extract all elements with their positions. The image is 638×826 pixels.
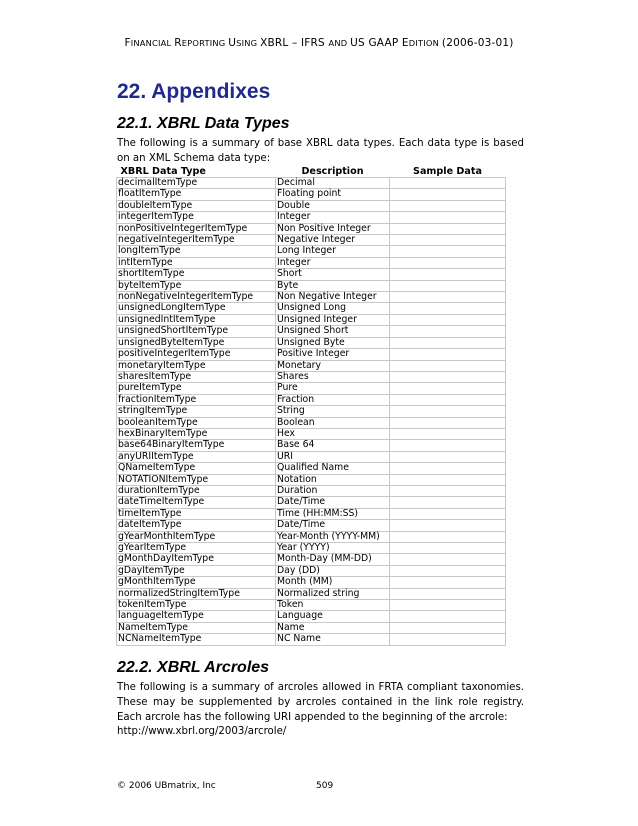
- cell-type: NOTATIONItemType: [117, 474, 276, 485]
- table-row: [117, 383, 506, 394]
- cell-type: decimalItemType: [117, 178, 276, 189]
- table-row: [117, 474, 506, 485]
- table-row: [117, 314, 506, 325]
- cell-sample: [390, 611, 506, 622]
- data-types-table: [116, 165, 506, 646]
- cell-description: Double: [276, 200, 390, 211]
- arcrole-base-uri: http://www.xbrl.org/2003/arcrole/: [117, 726, 287, 737]
- cell-description: Unsigned Long: [276, 303, 390, 314]
- cell-description: Decimal: [276, 178, 390, 189]
- cell-sample: [390, 600, 506, 611]
- cell-sample: [390, 326, 506, 337]
- cell-type: byteItemType: [117, 280, 276, 291]
- cell-type: gYearMonthItemType: [117, 531, 276, 542]
- cell-type: pureItemType: [117, 383, 276, 394]
- table-row: [117, 565, 506, 576]
- table-row: [117, 292, 506, 303]
- table-header-row: [117, 165, 506, 178]
- table-row: [117, 497, 506, 508]
- cell-description: Year (YYYY): [276, 543, 390, 554]
- table-row: [117, 246, 506, 257]
- section-intro-arcroles: The following is a summary of arcroles allowed in FRTA compliant taxonomies. These may be supplemented by arcroles contained in the link role registry. Each arcrole has the following URI appended to the beginning of the arcrole:: [117, 682, 524, 723]
- cell-sample: [390, 428, 506, 439]
- cell-description: Year-Month (YYYY-MM): [276, 531, 390, 542]
- cell-sample: [390, 417, 506, 428]
- table-row: [117, 326, 506, 337]
- cell-sample: [390, 565, 506, 576]
- footer-copyright: © 2006 UBmatrix, Inc: [117, 781, 216, 791]
- cell-description: Long Integer: [276, 246, 390, 257]
- cell-sample: [390, 280, 506, 291]
- cell-type: base64BinaryItemType: [117, 440, 276, 451]
- cell-description: Boolean: [276, 417, 390, 428]
- header-text-part: INANCIAL: [130, 38, 175, 48]
- cell-type: longItemType: [117, 246, 276, 257]
- column-header-description: Description: [301, 165, 364, 177]
- cell-type: fractionItemType: [117, 394, 276, 405]
- cell-type: gYearItemType: [117, 543, 276, 554]
- table-row: [117, 485, 506, 496]
- section-title-arcroles: 22.2. XBRL Arcroles: [117, 659, 270, 676]
- table-row: [117, 360, 506, 371]
- cell-sample: [390, 520, 506, 531]
- table-row: [117, 349, 506, 360]
- cell-description: Unsigned Short: [276, 326, 390, 337]
- cell-description: Language: [276, 611, 390, 622]
- cell-sample: [390, 246, 506, 257]
- cell-sample: [390, 497, 506, 508]
- cell-type: sharesItemType: [117, 371, 276, 382]
- cell-type: unsignedShortItemType: [117, 326, 276, 337]
- cell-type: tokenItemType: [117, 600, 276, 611]
- cell-description: Date/Time: [276, 520, 390, 531]
- cell-description: URI: [276, 451, 390, 462]
- cell-type: QNameItemType: [117, 463, 276, 474]
- cell-description: Month-Day (MM-DD): [276, 554, 390, 565]
- table-row: [117, 417, 506, 428]
- cell-description: Day (DD): [276, 565, 390, 576]
- cell-sample: [390, 531, 506, 542]
- header-text-part: U: [228, 37, 237, 49]
- cell-sample: [390, 337, 506, 348]
- cell-description: Unsigned Byte: [276, 337, 390, 348]
- table-row: [117, 178, 506, 189]
- section-title-data-types: 22.1. XBRL Data Types: [117, 115, 290, 132]
- table-row: [117, 543, 506, 554]
- table-row: [117, 508, 506, 519]
- table-row: [117, 463, 506, 474]
- cell-description: Qualified Name: [276, 463, 390, 474]
- cell-type: normalizedStringItemType: [117, 588, 276, 599]
- cell-description: Short: [276, 269, 390, 280]
- cell-sample: [390, 292, 506, 303]
- header-text-part: XBRL – IFRS: [260, 37, 329, 49]
- cell-sample: [390, 235, 506, 246]
- table-row: [117, 600, 506, 611]
- cell-type: NCNameItemType: [117, 634, 276, 645]
- cell-description: Byte: [276, 280, 390, 291]
- cell-description: Monetary: [276, 360, 390, 371]
- cell-type: nonPositiveIntegerItemType: [117, 223, 276, 234]
- table-row: [117, 200, 506, 211]
- header-text-part: AND: [328, 38, 351, 48]
- cell-sample: [390, 588, 506, 599]
- cell-type: unsignedLongItemType: [117, 303, 276, 314]
- cell-description: Token: [276, 600, 390, 611]
- table-row: [117, 577, 506, 588]
- cell-sample: [390, 577, 506, 588]
- header-text-part: EPORTING: [181, 38, 229, 48]
- cell-sample: [390, 622, 506, 633]
- cell-description: Notation: [276, 474, 390, 485]
- cell-sample: [390, 212, 506, 223]
- header-text-part: R: [174, 37, 182, 49]
- cell-type: intItemType: [117, 257, 276, 268]
- table-row: [117, 451, 506, 462]
- cell-description: Duration: [276, 485, 390, 496]
- column-header-type: XBRL Data Type: [120, 165, 206, 177]
- cell-sample: [390, 554, 506, 565]
- cell-type: NameItemType: [117, 622, 276, 633]
- header-text-part: DITION: [408, 38, 442, 48]
- cell-sample: [390, 371, 506, 382]
- cell-description: Integer: [276, 257, 390, 268]
- cell-description: Month (MM): [276, 577, 390, 588]
- table-row: [117, 280, 506, 291]
- cell-description: Non Positive Integer: [276, 223, 390, 234]
- cell-sample: [390, 349, 506, 360]
- cell-type: dateItemType: [117, 520, 276, 531]
- table-row: [117, 212, 506, 223]
- table-row: [117, 371, 506, 382]
- cell-sample: [390, 314, 506, 325]
- table-row: [117, 189, 506, 200]
- cell-description: Base 64: [276, 440, 390, 451]
- table-row: [117, 622, 506, 633]
- running-header: [0, 37, 638, 49]
- table-row: [117, 337, 506, 348]
- cell-description: String: [276, 406, 390, 417]
- cell-type: languageItemType: [117, 611, 276, 622]
- footer-page-number: 509: [316, 781, 334, 791]
- header-text-part: F: [124, 37, 131, 49]
- cell-type: monetaryItemType: [117, 360, 276, 371]
- cell-description: Time (HH:MM:SS): [276, 508, 390, 519]
- cell-description: Normalized string: [276, 588, 390, 599]
- cell-sample: [390, 257, 506, 268]
- table-row: [117, 440, 506, 451]
- cell-description: Name: [276, 622, 390, 633]
- cell-sample: [390, 440, 506, 451]
- cell-sample: [390, 485, 506, 496]
- table-row: [117, 588, 506, 599]
- cell-sample: [390, 634, 506, 645]
- cell-sample: [390, 474, 506, 485]
- table-row: [117, 611, 506, 622]
- cell-type: doubleItemType: [117, 200, 276, 211]
- cell-type: hexBinaryItemType: [117, 428, 276, 439]
- cell-description: Negative Integer: [276, 235, 390, 246]
- cell-sample: [390, 189, 506, 200]
- cell-type: stringItemType: [117, 406, 276, 417]
- table-row: [117, 634, 506, 645]
- cell-sample: [390, 463, 506, 474]
- cell-description: Pure: [276, 383, 390, 394]
- cell-sample: [390, 360, 506, 371]
- cell-type: booleanItemType: [117, 417, 276, 428]
- cell-type: floatItemType: [117, 189, 276, 200]
- cell-description: Hex: [276, 428, 390, 439]
- cell-description: NC Name: [276, 634, 390, 645]
- cell-type: gDayItemType: [117, 565, 276, 576]
- table-row: [117, 428, 506, 439]
- cell-sample: [390, 269, 506, 280]
- cell-sample: [390, 394, 506, 405]
- table-row: [117, 406, 506, 417]
- cell-type: durationItemType: [117, 485, 276, 496]
- cell-description: Integer: [276, 212, 390, 223]
- table-row: [117, 269, 506, 280]
- table-row: [117, 223, 506, 234]
- cell-description: Floating point: [276, 189, 390, 200]
- cell-sample: [390, 223, 506, 234]
- cell-type: dateTimeItemType: [117, 497, 276, 508]
- cell-sample: [390, 303, 506, 314]
- cell-description: Date/Time: [276, 497, 390, 508]
- cell-type: nonNegativeIntegerItemType: [117, 292, 276, 303]
- column-header-sample: Sample Data: [413, 165, 482, 177]
- cell-type: negativeIntegerItemType: [117, 235, 276, 246]
- cell-type: integerItemType: [117, 212, 276, 223]
- cell-sample: [390, 543, 506, 554]
- section-intro-data-types: The following is a summary of base XBRL data types. Each data type is based on an XML Schema data type:: [117, 138, 524, 164]
- cell-sample: [390, 406, 506, 417]
- cell-sample: [390, 451, 506, 462]
- table-row: [117, 394, 506, 405]
- cell-description: Non Negative Integer: [276, 292, 390, 303]
- table-row: [117, 257, 506, 268]
- table-row: [117, 235, 506, 246]
- cell-type: gMonthItemType: [117, 577, 276, 588]
- header-text-part: SING: [236, 38, 261, 48]
- cell-description: Positive Integer: [276, 349, 390, 360]
- cell-type: unsignedByteItemType: [117, 337, 276, 348]
- cell-sample: [390, 178, 506, 189]
- table-row: [117, 303, 506, 314]
- header-text-part: (2006-03-01): [441, 37, 514, 49]
- cell-sample: [390, 200, 506, 211]
- cell-description: Shares: [276, 371, 390, 382]
- table-row: [117, 520, 506, 531]
- cell-type: gMonthDayItemType: [117, 554, 276, 565]
- cell-type: timeItemType: [117, 508, 276, 519]
- header-text-part: US GAAP E: [350, 37, 409, 49]
- cell-type: anyURIItemType: [117, 451, 276, 462]
- table-row: [117, 554, 506, 565]
- cell-description: Fraction: [276, 394, 390, 405]
- cell-sample: [390, 508, 506, 519]
- chapter-title: 22. Appendixes: [117, 80, 271, 103]
- cell-type: unsignedIntItemType: [117, 314, 276, 325]
- table-row: [117, 531, 506, 542]
- cell-description: Unsigned Integer: [276, 314, 390, 325]
- cell-type: shortItemType: [117, 269, 276, 280]
- cell-sample: [390, 383, 506, 394]
- cell-type: positiveIntegerItemType: [117, 349, 276, 360]
